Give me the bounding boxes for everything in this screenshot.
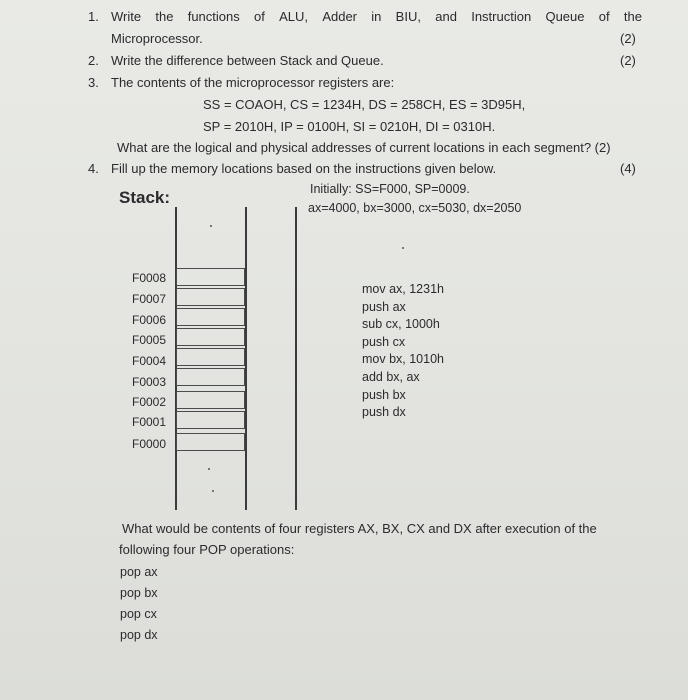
stack-cell-f0008 <box>176 268 245 286</box>
instruction-line: mov ax, 1231h <box>362 282 444 296</box>
q1-word: the <box>623 9 642 24</box>
q4-text: Fill up the memory locations based on the instructions given below. <box>111 161 497 176</box>
q1-word: of <box>598 9 610 24</box>
stack-cell-f0003 <box>176 368 245 386</box>
q1-word: of <box>254 9 265 24</box>
q1-marks: (2) <box>620 31 636 46</box>
instruction-line: sub cx, 1000h <box>362 317 440 331</box>
stack-address: F0002 <box>132 395 167 409</box>
dot-mark <box>208 468 210 470</box>
q1-text-line1 <box>111 9 642 25</box>
initial-registers: ax=4000, bx=3000, cx=5030, dx=2050 <box>308 201 522 215</box>
q1-word: BIU, <box>395 9 421 24</box>
stack-cell-f0005 <box>176 328 245 346</box>
q1-word: the <box>155 9 174 24</box>
q3-registers-line2: SP = 2010H, IP = 0100H, SI = 0210H, DI = 0310H. <box>203 119 496 134</box>
stack-address: F0000 <box>132 437 167 451</box>
q2-text: Write the difference between Stack and Queue. <box>111 53 384 68</box>
stack-address: F0001 <box>132 415 167 429</box>
q1-text-line2: Microprocessor. <box>111 31 203 46</box>
stack-address: F0003 <box>132 375 167 389</box>
q3-question: What are the logical and physical addresses of current locations in each segment? (2) <box>117 140 611 155</box>
q1-number: 1. <box>88 9 99 24</box>
q1-word: functions <box>187 9 240 24</box>
instruction-line: mov bx, 1010h <box>362 352 444 366</box>
q1-word: ALU, <box>279 9 309 24</box>
stack-cell-f0006 <box>176 308 245 326</box>
initial-values: Initially: SS=F000, SP=0009. <box>310 182 470 196</box>
q3-registers-line1: SS = COAOH, CS = 1234H, DS = 258CH, ES = 3D95H, <box>203 97 526 112</box>
q1-word: Instruction <box>471 9 532 24</box>
instruction-line: push cx <box>362 335 406 349</box>
q4-marks: (4) <box>620 161 636 176</box>
stack-cell-f0002 <box>176 391 245 409</box>
instruction-line: push dx <box>362 405 406 419</box>
q1-word: in <box>371 9 382 24</box>
pop-instruction: pop dx <box>120 628 158 642</box>
stack-cell-f0004 <box>176 348 245 366</box>
q1-word: Adder <box>322 9 358 24</box>
followup-line1: What would be contents of four registers AX, BX, CX and DX after execution of the <box>122 521 597 536</box>
stack-title: Stack: <box>119 188 171 207</box>
q1-word: and <box>435 9 457 24</box>
stack-address: F0004 <box>132 354 167 368</box>
dot-mark <box>212 490 214 492</box>
pop-instruction: pop ax <box>120 565 158 579</box>
instruction-line: push ax <box>362 300 406 314</box>
followup-line2: following four POP operations: <box>119 542 295 557</box>
stack-address: F0005 <box>132 333 167 347</box>
q2-number: 2. <box>88 53 99 68</box>
pop-instruction: pop cx <box>120 607 157 621</box>
stack-cell-f0001 <box>176 411 245 429</box>
stack-cell-f0007 <box>176 288 245 306</box>
dot-mark <box>402 247 404 249</box>
q1-word: Queue <box>545 9 585 24</box>
instruction-line: add bx, ax <box>362 370 420 384</box>
stack-right-wall <box>245 207 247 510</box>
stack-cell-f0000 <box>176 433 245 451</box>
stack-address: F0006 <box>132 313 167 327</box>
q3-text: The contents of the microprocessor registers are: <box>111 75 395 90</box>
stack-divider <box>295 207 297 510</box>
dot-mark <box>210 225 212 227</box>
stack-address: F0008 <box>132 271 167 285</box>
q2-marks: (2) <box>620 53 636 68</box>
q1-word: Write <box>111 9 142 24</box>
q4-number: 4. <box>88 161 99 176</box>
instruction-line: push bx <box>362 388 406 402</box>
q3-number: 3. <box>88 75 99 90</box>
stack-address: F0007 <box>132 292 167 306</box>
pop-instruction: pop bx <box>120 586 158 600</box>
